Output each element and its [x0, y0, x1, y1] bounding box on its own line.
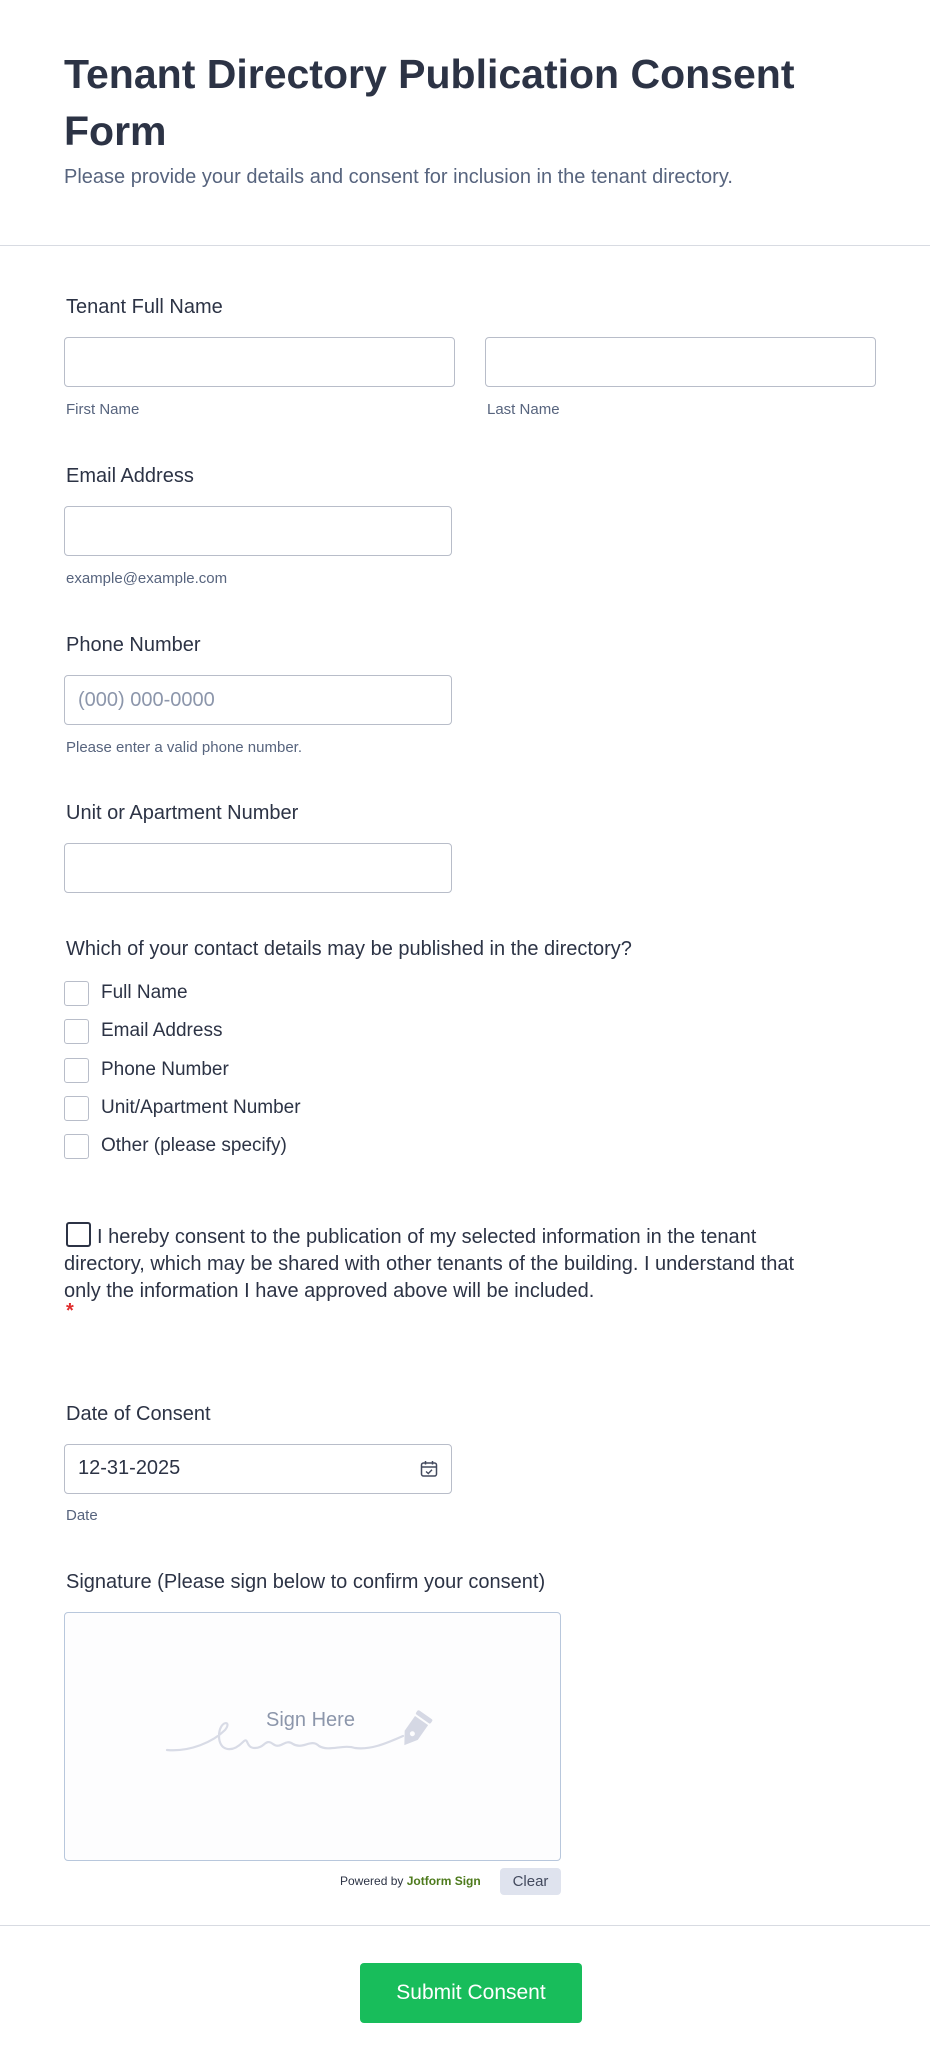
required-asterisk: *: [66, 1300, 74, 1322]
footer-divider: [0, 1925, 930, 1926]
signature-pad[interactable]: [64, 1612, 561, 1861]
option-label: Phone Number: [101, 1059, 229, 1080]
unit-label: Unit or Apartment Number: [66, 802, 299, 824]
last-name-input[interactable]: [485, 337, 876, 387]
consent-checkbox[interactable]: [66, 1222, 91, 1247]
consent-statement: [64, 1222, 804, 1305]
last-name-sublabel: Last Name: [487, 401, 560, 418]
form-header: [0, 0, 930, 246]
phone-sublabel: Please enter a valid phone number.: [66, 739, 302, 756]
checkbox[interactable]: [64, 1096, 89, 1121]
unit-input[interactable]: [64, 843, 452, 893]
option-email-address[interactable]: [64, 1018, 222, 1044]
checkbox[interactable]: [64, 1134, 89, 1159]
form-title: Tenant Directory Publication Consent Form: [64, 51, 795, 154]
option-unit-number[interactable]: [64, 1095, 301, 1121]
checkbox[interactable]: [64, 1019, 89, 1044]
publish-options-label: Which of your contact details may be published in the directory?: [66, 938, 632, 960]
phone-label: Phone Number: [66, 634, 201, 656]
email-label: Email Address: [66, 465, 194, 487]
first-name-sublabel: First Name: [66, 401, 140, 418]
clear-signature-button[interactable]: Clear: [500, 1868, 561, 1895]
consent-text: I hereby consent to the publication of my selected information in the tenant directory, which may be shared with other tenants of the building. I understand that only the information I have approved above will be included.: [64, 1226, 795, 1302]
calendar-icon[interactable]: [420, 1460, 438, 1478]
option-label: Unit/Apartment Number: [101, 1097, 301, 1118]
form-subtitle: Please provide your details and consent for inclusion in the tenant directory.: [64, 166, 733, 188]
option-label: Full Name: [101, 982, 188, 1003]
signature-label: Signature (Please sign below to confirm your consent): [66, 1571, 546, 1593]
checkbox[interactable]: [64, 1058, 89, 1083]
option-full-name[interactable]: [64, 980, 188, 1006]
date-value: 12-31-2025: [78, 1457, 181, 1479]
sign-here-placeholder: Sign Here: [266, 1709, 355, 1731]
date-input[interactable]: [64, 1444, 452, 1494]
option-label: Other (please specify): [101, 1135, 287, 1156]
powered-prefix: Powered by: [340, 1874, 404, 1888]
date-sublabel: Date: [66, 1507, 98, 1524]
option-phone-number[interactable]: [64, 1057, 229, 1083]
powered-by: [340, 1874, 481, 1888]
option-other[interactable]: [64, 1133, 287, 1159]
jotform-sign-link[interactable]: Jotform Sign: [406, 1874, 481, 1888]
date-label: Date of Consent: [66, 1403, 211, 1425]
option-label: Email Address: [101, 1020, 223, 1041]
first-name-input[interactable]: [64, 337, 455, 387]
full-name-label: Tenant Full Name: [66, 296, 223, 318]
checkbox[interactable]: [64, 981, 89, 1006]
email-input[interactable]: [64, 506, 452, 556]
phone-input[interactable]: [64, 675, 452, 725]
email-sublabel: example@example.com: [66, 570, 228, 587]
submit-button[interactable]: Submit Consent: [360, 1963, 582, 2023]
